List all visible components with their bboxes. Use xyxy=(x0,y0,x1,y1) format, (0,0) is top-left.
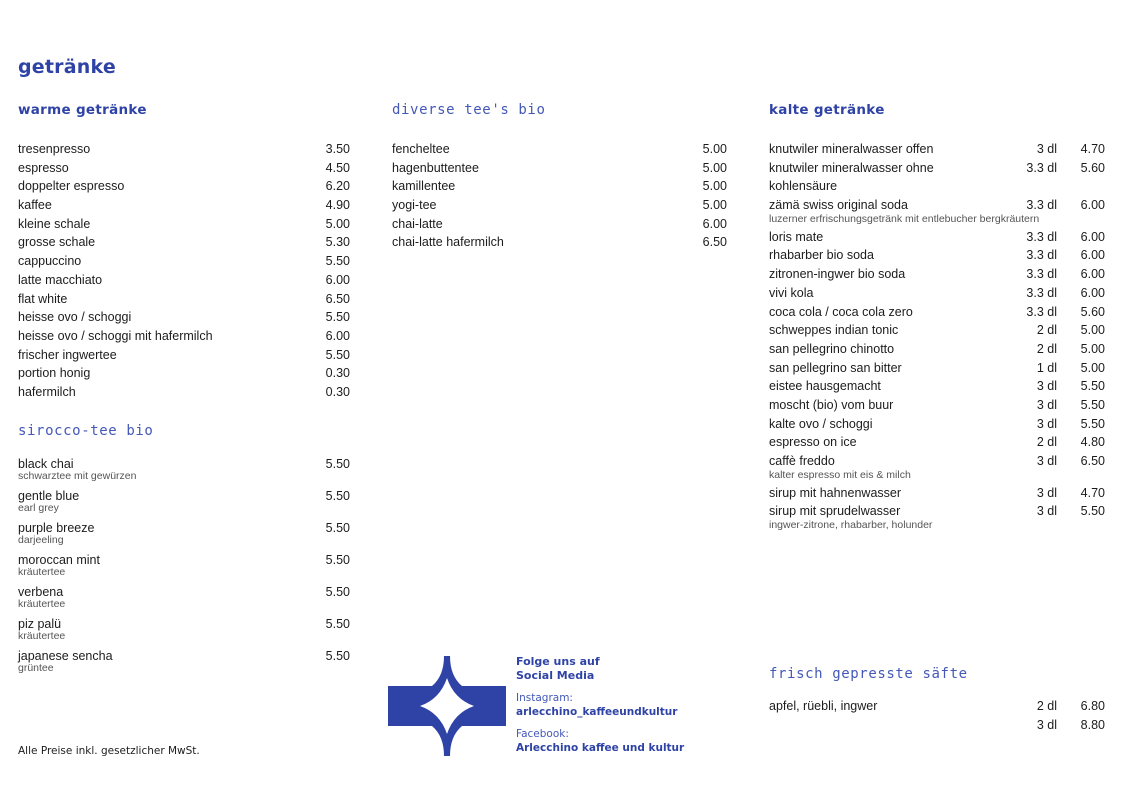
item-name: kalte ovo / schoggi xyxy=(769,416,873,431)
footer-note: Alle Preise inkl. gesetzlicher MwSt. xyxy=(18,745,200,757)
social-heading-line2: Social Media xyxy=(516,669,595,682)
list-item xyxy=(18,177,350,196)
item-volume: 3.3 dl xyxy=(1026,267,1057,282)
menu-row xyxy=(18,159,350,178)
item-name: frischer ingwertee xyxy=(18,347,117,362)
item-volume: 2 dl xyxy=(1036,323,1057,338)
list-item xyxy=(18,271,350,290)
item-name: black chai xyxy=(18,456,74,471)
item-volume: 2 dl xyxy=(1036,699,1057,713)
menu-row xyxy=(769,321,1105,340)
list-item xyxy=(18,327,350,346)
menu-row xyxy=(18,346,350,365)
item-price: 5.00 xyxy=(702,160,727,175)
list-item xyxy=(769,502,1105,532)
item-price: 5.00 xyxy=(1080,341,1105,356)
menu-row xyxy=(769,265,1105,284)
item-name: sirup mit sprudelwasser xyxy=(769,504,901,519)
facebook-label: Facebook: xyxy=(516,728,569,740)
list-item xyxy=(769,452,1105,482)
list-item xyxy=(18,364,350,383)
menu-row xyxy=(769,196,1105,215)
item-price: 6.00 xyxy=(1080,285,1105,300)
list-item xyxy=(392,159,727,178)
item-name: doppelter espresso xyxy=(18,179,125,194)
diverse-heading: diverse tee's bio xyxy=(392,102,546,118)
item-volume: 2 dl xyxy=(1036,341,1057,356)
list-item xyxy=(18,520,350,547)
item-name: kamillentee xyxy=(392,179,456,194)
list-item xyxy=(392,177,727,196)
menu-row xyxy=(769,377,1105,396)
item-price: 6.00 xyxy=(1080,198,1105,213)
list-item xyxy=(769,196,1105,226)
item-name: kaffee xyxy=(18,198,52,213)
list-item xyxy=(769,159,1105,178)
facebook-link[interactable]: Arlecchino kaffee und kultur xyxy=(516,742,685,754)
item-price: 0.30 xyxy=(325,366,350,381)
menu-row xyxy=(769,228,1105,247)
menu-row xyxy=(18,584,350,601)
item-name: zitronen-ingwer bio soda xyxy=(769,267,906,282)
item-price: 5.50 xyxy=(325,584,350,599)
item-description: schwarztee mit gewürzen xyxy=(18,469,137,482)
item-price: 6.00 xyxy=(702,216,727,231)
saefte-list xyxy=(769,697,1105,734)
menu-row xyxy=(392,196,727,215)
item-description: kalter espresso mit eis & milch xyxy=(769,468,911,481)
item-description: kräutertee xyxy=(18,597,66,610)
menu-row xyxy=(392,215,727,234)
diverse-column xyxy=(392,100,727,252)
menu-row xyxy=(18,488,350,505)
item-description: kräutertee xyxy=(18,565,66,578)
list-item xyxy=(769,321,1105,340)
item-name: hagenbuttentee xyxy=(392,160,479,175)
item-price: 5.50 xyxy=(325,310,350,325)
item-price: 5.50 xyxy=(325,520,350,535)
item-price: 3.50 xyxy=(325,142,350,156)
list-item xyxy=(18,308,350,327)
warm-list xyxy=(18,140,350,402)
menu-row xyxy=(18,520,350,537)
item-name: caffè freddo xyxy=(769,454,835,468)
item-price: 6.50 xyxy=(702,235,727,250)
menu-row xyxy=(769,303,1105,322)
item-volume: 3 dl xyxy=(1036,485,1057,500)
menu-row xyxy=(769,415,1105,434)
item-name: san pellegrino chinotto xyxy=(769,341,895,356)
item-volume: 3.3 dl xyxy=(1026,198,1057,213)
list-item xyxy=(769,359,1105,378)
list-item xyxy=(392,140,727,159)
menu-row xyxy=(769,484,1105,503)
menu-row xyxy=(392,177,727,196)
item-price: 6.00 xyxy=(1080,267,1105,282)
list-item xyxy=(18,140,350,159)
list-item xyxy=(392,215,727,234)
item-name: heisse ovo / schoggi xyxy=(18,310,132,325)
item-name: kleine schale xyxy=(18,216,91,231)
list-item xyxy=(769,246,1105,265)
item-price: 8.80 xyxy=(1080,717,1105,732)
list-item xyxy=(769,177,1105,196)
item-price: 6.80 xyxy=(1080,699,1105,713)
item-volume: 3 dl xyxy=(1036,717,1057,732)
menu-row xyxy=(18,552,350,569)
item-price: 5.50 xyxy=(1080,379,1105,394)
diverse-list xyxy=(392,140,727,252)
item-name: heisse ovo / schoggi mit hafermilch xyxy=(18,328,213,343)
item-name: loris mate xyxy=(769,229,824,244)
sirocco-heading: sirocco-tee bio xyxy=(18,422,154,439)
menu-row xyxy=(769,159,1105,178)
item-price: 4.70 xyxy=(1080,485,1105,500)
menu-row xyxy=(769,716,1105,735)
item-description: kräutertee xyxy=(18,629,66,642)
item-name: verbena xyxy=(18,584,64,599)
item-name: cappuccino xyxy=(18,254,82,269)
item-price: 5.50 xyxy=(325,347,350,362)
item-price: 4.50 xyxy=(325,160,350,175)
item-price: 6.50 xyxy=(1080,454,1105,468)
item-volume: 3 dl xyxy=(1036,416,1057,431)
menu-row xyxy=(18,616,350,633)
item-volume: 3.3 dl xyxy=(1026,229,1057,244)
menu-row xyxy=(18,196,350,215)
list-item xyxy=(769,396,1105,415)
item-name: kohlensäure xyxy=(769,179,838,194)
item-name: fencheltee xyxy=(392,142,450,156)
list-item xyxy=(769,140,1105,159)
item-name: purple breeze xyxy=(18,520,95,535)
item-price: 5.00 xyxy=(702,198,727,213)
menu-row xyxy=(769,177,1105,196)
item-price: 6.50 xyxy=(325,291,350,306)
item-price: 5.50 xyxy=(325,456,350,471)
item-price: 5.00 xyxy=(1080,360,1105,375)
menu-row xyxy=(18,364,350,383)
item-name xyxy=(769,716,1007,735)
item-description: luzerner erfrischungsgetränk mit entlebucher bergkräutern xyxy=(769,212,1040,225)
list-item xyxy=(392,196,727,215)
menu-row xyxy=(18,648,350,665)
item-name: espresso xyxy=(18,160,69,175)
menu-row xyxy=(769,140,1105,159)
sirocco-list xyxy=(18,456,350,675)
list-item xyxy=(769,284,1105,303)
item-price: 6.20 xyxy=(325,179,350,194)
instagram-label: Instagram: xyxy=(516,692,573,704)
item-price: 6.00 xyxy=(1080,229,1105,244)
list-item xyxy=(769,415,1105,434)
social-heading-line1: Folge uns auf xyxy=(516,655,600,668)
item-price: 5.30 xyxy=(325,235,350,250)
list-item xyxy=(769,716,1105,735)
menu-row xyxy=(18,271,350,290)
item-price: 4.80 xyxy=(1080,435,1105,450)
item-name: flat white xyxy=(18,291,68,306)
menu-row xyxy=(18,177,350,196)
item-price: 6.00 xyxy=(325,272,350,287)
list-item xyxy=(769,377,1105,396)
item-price: 6.00 xyxy=(325,328,350,343)
menu-row xyxy=(769,284,1105,303)
list-item xyxy=(769,303,1105,322)
item-name: piz palü xyxy=(18,616,62,631)
item-name: yogi-tee xyxy=(392,198,437,213)
item-price: 5.00 xyxy=(1080,323,1105,338)
list-item xyxy=(18,456,350,483)
item-name: japanese sencha xyxy=(18,648,113,663)
menu-row xyxy=(18,383,350,402)
item-name: hafermilch xyxy=(18,384,76,399)
item-description: darjeeling xyxy=(18,533,64,546)
item-volume: 3.3 dl xyxy=(1026,304,1057,319)
menu-row xyxy=(769,246,1105,265)
kalt-column xyxy=(769,100,1105,534)
list-item xyxy=(18,552,350,579)
menu-row xyxy=(769,359,1105,378)
menu-row xyxy=(18,290,350,309)
item-price: 5.00 xyxy=(702,179,727,194)
list-item xyxy=(18,648,350,675)
item-price: 5.00 xyxy=(325,216,350,231)
list-item xyxy=(18,215,350,234)
item-price: 4.70 xyxy=(1080,142,1105,156)
list-item xyxy=(18,159,350,178)
arlecchino-logo-icon xyxy=(388,656,506,756)
kalt-list xyxy=(769,140,1105,532)
item-price: 5.50 xyxy=(1080,397,1105,412)
item-name: knutwiler mineralwasser ohne xyxy=(769,160,934,175)
item-price: 5.50 xyxy=(1080,416,1105,431)
list-item xyxy=(18,233,350,252)
list-item xyxy=(769,433,1105,452)
item-description: ingwer-zitrone, rhabarber, holunder xyxy=(769,519,933,532)
warm-column xyxy=(18,100,350,680)
item-name: gentle blue xyxy=(18,488,80,503)
item-price: 5.50 xyxy=(325,552,350,567)
item-name: apfel, rüebli, ingwer xyxy=(769,699,878,713)
list-item xyxy=(769,484,1105,503)
menu-row xyxy=(769,340,1105,359)
item-price: 0.30 xyxy=(325,384,350,399)
item-price: 5.50 xyxy=(1080,504,1105,519)
list-item xyxy=(18,488,350,515)
menu-row xyxy=(392,140,727,159)
item-volume: 3 dl xyxy=(1036,379,1057,394)
item-name: moroccan mint xyxy=(18,552,100,567)
item-name: portion honig xyxy=(18,366,91,381)
item-price: 4.90 xyxy=(325,198,350,213)
menu-row xyxy=(18,327,350,346)
list-item xyxy=(18,383,350,402)
item-name: chai-latte xyxy=(392,216,443,231)
item-volume: 3.3 dl xyxy=(1026,160,1057,175)
item-volume: 3.3 dl xyxy=(1026,285,1057,300)
list-item xyxy=(769,697,1105,716)
item-name: schweppes indian tonic xyxy=(769,323,899,338)
menu-row xyxy=(18,140,350,159)
menu-row xyxy=(769,452,1105,471)
item-name: rhabarber bio soda xyxy=(769,248,874,263)
list-item xyxy=(769,228,1105,247)
menu-row xyxy=(18,233,350,252)
menu-row xyxy=(18,215,350,234)
item-price: 5.00 xyxy=(702,142,727,156)
list-item xyxy=(18,346,350,365)
warm-heading: warme getränke xyxy=(18,102,147,118)
list-item xyxy=(18,290,350,309)
item-price: 5.50 xyxy=(325,254,350,269)
menu-row xyxy=(392,159,727,178)
item-name: vivi kola xyxy=(769,285,814,300)
menu-row xyxy=(769,697,1105,716)
item-volume: 3 dl xyxy=(1036,504,1057,519)
saefte-heading: frisch gepresste säfte xyxy=(769,666,968,682)
instagram-link[interactable]: arlecchino_kaffeeundkultur xyxy=(516,706,678,718)
item-volume: 2 dl xyxy=(1036,435,1057,450)
item-name: eistee hausgemacht xyxy=(769,379,881,394)
item-name: san pellegrino san bitter xyxy=(769,360,902,375)
page-title: getränke xyxy=(18,56,116,78)
kalt-heading: kalte getränke xyxy=(769,102,885,118)
item-name: chai-latte hafermilch xyxy=(392,235,504,250)
item-price: 5.60 xyxy=(1080,304,1105,319)
list-item xyxy=(18,616,350,643)
item-name: sirup mit hahnenwasser xyxy=(769,485,902,500)
menu-row xyxy=(18,308,350,327)
item-description: earl grey xyxy=(18,501,59,514)
item-description: grüntee xyxy=(18,661,54,674)
item-name: grosse schale xyxy=(18,235,96,250)
item-name: moscht (bio) vom buur xyxy=(769,397,894,412)
item-name: knutwiler mineralwasser offen xyxy=(769,142,934,156)
item-name: zämä swiss original soda xyxy=(769,198,908,213)
list-item xyxy=(769,265,1105,284)
menu-row xyxy=(769,433,1105,452)
item-volume: 3 dl xyxy=(1036,397,1057,412)
list-item xyxy=(18,252,350,271)
item-price: 5.50 xyxy=(325,616,350,631)
menu-row xyxy=(769,396,1105,415)
list-item xyxy=(18,584,350,611)
item-price: 5.60 xyxy=(1080,160,1105,175)
saefte-column xyxy=(769,664,1105,734)
list-item xyxy=(18,196,350,215)
item-volume: 1 dl xyxy=(1036,360,1057,375)
item-volume: 3 dl xyxy=(1036,454,1057,468)
social-block xyxy=(516,655,736,755)
item-price: 5.50 xyxy=(325,488,350,503)
list-item xyxy=(392,233,727,252)
list-item xyxy=(769,340,1105,359)
item-volume xyxy=(1007,177,1057,196)
item-price: 6.00 xyxy=(1080,248,1105,263)
item-volume: 3.3 dl xyxy=(1026,248,1057,263)
item-price xyxy=(1057,177,1105,196)
menu-row xyxy=(392,233,727,252)
item-name: espresso on ice xyxy=(769,435,857,450)
menu-row xyxy=(18,252,350,271)
item-name: tresenpresso xyxy=(18,142,91,156)
item-volume: 3 dl xyxy=(1036,142,1057,156)
item-price: 5.50 xyxy=(325,648,350,663)
item-name: coca cola / coca cola zero xyxy=(769,304,913,319)
item-name: latte macchiato xyxy=(18,272,103,287)
